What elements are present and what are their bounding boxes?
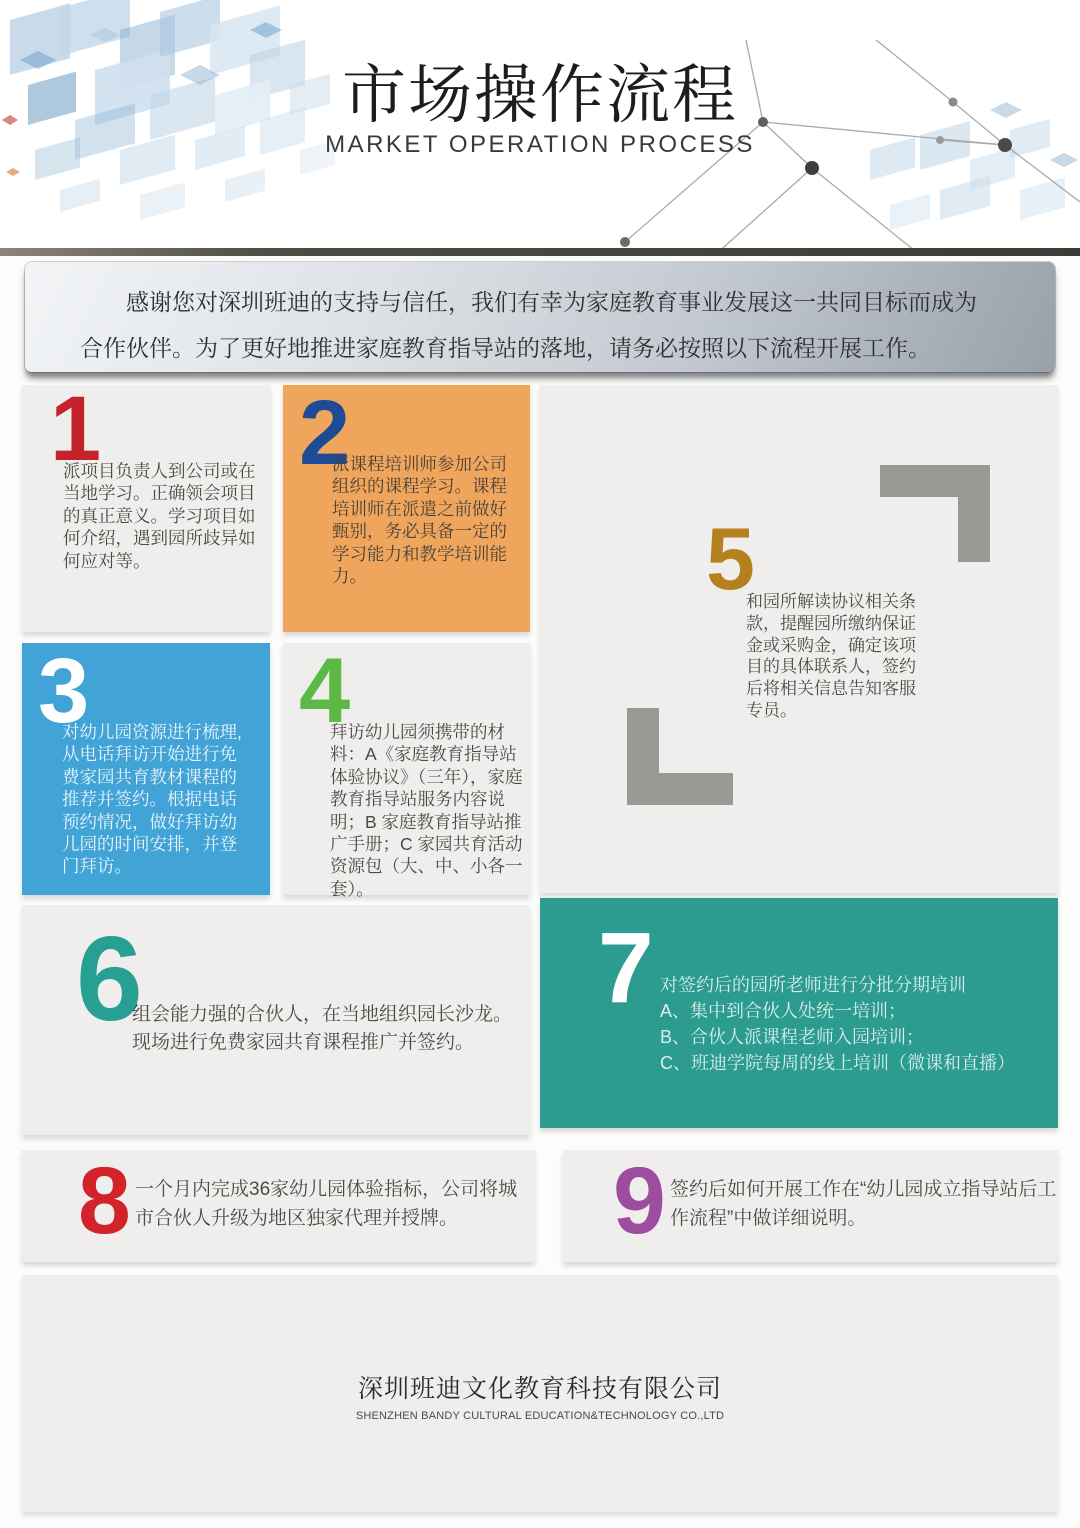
step-3-text: 对幼儿园资源进行梳理,从电话拜访开始进行免费家园共育教材课程的推荐并签约。根据电话预约情况，做好拜访幼儿园的时间安排，并登门拜访。 — [62, 722, 242, 877]
header-divider — [0, 248, 1080, 256]
step-7-line-1: 对签约后的园所老师进行分批分期培训 — [660, 975, 966, 995]
step-8-number: 8 — [78, 1148, 131, 1254]
step-2-card — [283, 382, 530, 632]
step-5-text: 和园所解读协议相关条款，提醒园所缴纳保证金或采购金，确定该项目的具体联系人，签约后将相关信息告知客服专员。 — [746, 592, 916, 720]
step-7-number: 7 — [598, 912, 654, 1024]
step-7-line-2: A、集中到合伙人处统一培训； — [660, 1001, 907, 1022]
page-title: 市场操作流程 — [342, 59, 738, 131]
title-block — [0, 60, 1080, 159]
step-8-card — [22, 1150, 535, 1262]
step-6-card — [22, 905, 530, 1135]
step-6-number: 6 — [76, 912, 143, 1046]
company-name-cn: 深圳班迪文化教育科技有限公司 — [357, 1375, 722, 1403]
header — [0, 0, 1080, 256]
step-3-number: 3 — [38, 640, 90, 742]
step-4-card — [283, 640, 530, 899]
step-7-card — [540, 898, 1058, 1128]
corner-bracket-top-right-icon — [880, 465, 990, 562]
step-5-card — [540, 385, 1058, 893]
step-8-text: 一个月内完成36家幼儿园体验指标，公司将城市合伙人升级为地区独家代理并授牌。 — [135, 1179, 518, 1229]
intro-text: 感谢您对深圳班迪的支持与信任，我们有幸为家庭教育事业发展这一共同目标而成为合作伙伴。为了更好地推进家庭教育指导站的落地，请务必按照以下流程开展工作。 — [80, 289, 977, 361]
step-2-number: 2 — [299, 382, 351, 484]
step-9-card — [563, 1150, 1058, 1262]
step-7-line-3: B、合伙人派课程老师入园培训； — [660, 1027, 925, 1048]
company-name-en: SHENZHEN BANDY CULTURAL EDUCATION&TECHNOLOGY CO.,LTD — [355, 1410, 725, 1422]
step-1-text: 派项目负责人到公司或在当地学习。正确领会项目的真正意义。学习项目如何介绍，遇到园所歧异如何应对等。 — [63, 461, 256, 571]
step-1-number: 1 — [50, 378, 102, 480]
step-5-number: 5 — [706, 509, 755, 608]
step-1-card — [22, 378, 270, 632]
step-2-text: 派课程培训师参加公司组织的课程学习。课程培训师在派遣之前做好甄别，务必具备一定的学习能力和教学培训能力。 — [332, 454, 507, 586]
step-4-text: 拜访幼儿园须携带的材料：A《家庭教育指导站体验协议》（三年），家庭教育指导站服务内容说明；B 家庭教育指导站推广手册；C 家园共育活动资源包（大、中、小各一套）。 — [330, 722, 523, 899]
step-7-text — [660, 972, 1050, 1076]
step-6-text: 组会能力强的合伙人，在当地组织园长沙龙。现场进行免费家园共育课程推广并签约。 — [132, 1004, 513, 1053]
step-9-number: 9 — [613, 1148, 666, 1254]
page-subtitle: MARKET OPERATION PROCESS — [325, 131, 755, 159]
step-7-line-4: C、班迪学院每周的线上培训（微课和直播） — [660, 1053, 1015, 1074]
intro-banner — [25, 262, 1055, 372]
corner-bracket-bottom-left-icon — [627, 708, 733, 805]
footer-card — [22, 1275, 1058, 1512]
step-4-number: 4 — [299, 640, 351, 742]
step-3-card — [22, 640, 270, 895]
step-9-text: 签约后如何开展工作在“幼儿园成立指导站后工作流程”中做详细说明。 — [670, 1179, 1057, 1229]
